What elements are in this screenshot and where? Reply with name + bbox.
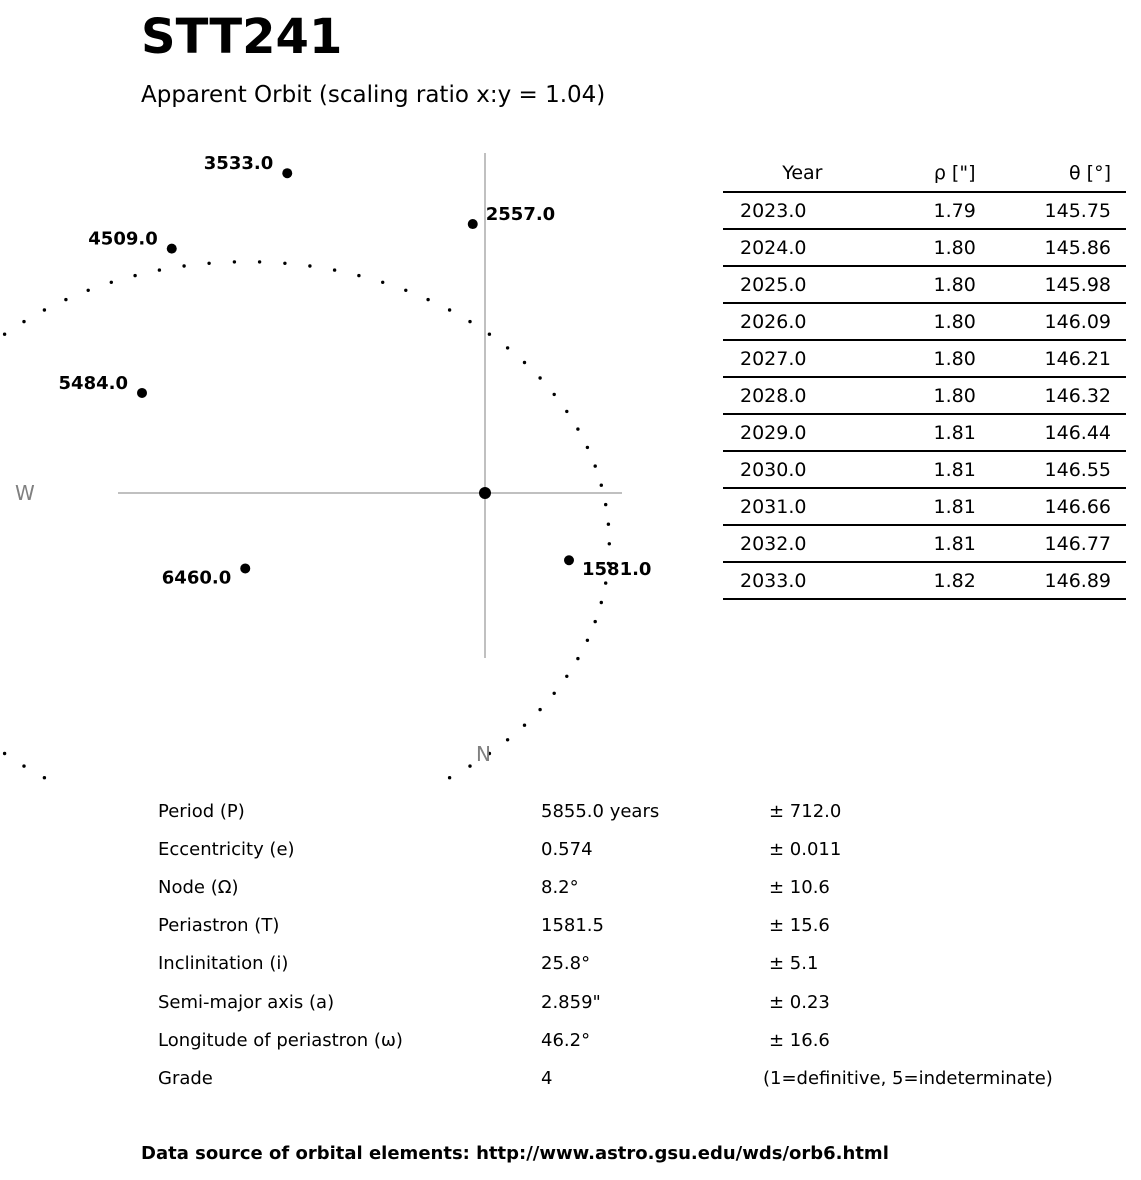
rho-cell: 1.82 xyxy=(880,562,1030,599)
column-header-theta: θ [°] xyxy=(1030,155,1126,192)
theta-cell: 146.21 xyxy=(1030,340,1126,377)
rho-cell: 1.80 xyxy=(880,377,1030,414)
theta-cell: 145.75 xyxy=(1030,192,1126,229)
rho-cell: 1.81 xyxy=(880,488,1030,525)
orbit-dot xyxy=(468,320,471,323)
theta-cell: 145.86 xyxy=(1030,229,1126,266)
element-error: ± 15.6 xyxy=(769,915,830,937)
epoch-marker xyxy=(468,219,478,229)
epoch-marker xyxy=(564,555,574,565)
element-error: ± 10.6 xyxy=(769,877,830,899)
orbit-dot xyxy=(523,724,526,727)
orbit-dot xyxy=(586,639,589,642)
element-error: ± 16.6 xyxy=(769,1029,830,1051)
element-error: (1=definitive, 5=indeterminate) xyxy=(763,1067,1053,1089)
orbit-dot xyxy=(87,289,90,292)
element-row xyxy=(0,1067,1141,1105)
element-value: 25.8° xyxy=(541,953,591,975)
element-name: Semi-major axis (a) xyxy=(158,991,335,1013)
orbit-dot xyxy=(448,776,451,779)
epoch-label: 1581.0 xyxy=(582,559,652,581)
rho-cell: 1.81 xyxy=(880,414,1030,451)
rho-cell: 1.80 xyxy=(880,303,1030,340)
star-title: STT241 xyxy=(141,9,343,65)
epoch-marker xyxy=(137,388,147,398)
compass-north-label: N xyxy=(476,742,491,766)
orbit-dot xyxy=(576,427,579,430)
orbit-dot xyxy=(506,738,509,741)
orbit-dot xyxy=(22,764,25,767)
theta-cell: 146.77 xyxy=(1030,525,1126,562)
year-cell: 2033.0 xyxy=(723,562,880,599)
orbit-dot xyxy=(600,484,603,487)
epoch-label: 4509.0 xyxy=(88,228,158,250)
element-name: Node (Ω) xyxy=(158,877,239,899)
table-row xyxy=(723,266,1126,303)
orbit-dot xyxy=(404,289,407,292)
epoch-label: 5484.0 xyxy=(58,372,128,394)
orbit-dot xyxy=(600,601,603,604)
orbit-dot xyxy=(506,346,509,349)
element-name: Grade xyxy=(158,1067,213,1089)
orbit-dot xyxy=(604,581,607,584)
table-row xyxy=(723,414,1126,451)
theta-cell: 146.66 xyxy=(1030,488,1126,525)
orbit-dot xyxy=(594,620,597,623)
table-row xyxy=(723,488,1126,525)
table-row xyxy=(723,451,1126,488)
rho-cell: 1.80 xyxy=(880,266,1030,303)
orbit-dot xyxy=(553,393,556,396)
element-row xyxy=(0,991,1141,1029)
orbit-dot xyxy=(576,657,579,660)
rho-cell: 1.79 xyxy=(880,192,1030,229)
theta-cell: 146.44 xyxy=(1030,414,1126,451)
rho-cell: 1.81 xyxy=(880,525,1030,562)
orbit-dot xyxy=(604,503,607,506)
orbit-dot xyxy=(64,298,67,301)
element-row xyxy=(0,1029,1141,1067)
element-error: ± 712.0 xyxy=(769,801,842,822)
theta-cell: 145.98 xyxy=(1030,266,1126,303)
orbit-dot xyxy=(468,764,471,767)
orbit-dot xyxy=(488,333,491,336)
element-value: 0.574 xyxy=(541,839,593,861)
data-source-note: Data source of orbital elements: http://www.astro.gsu.edu/wds/orb6.html xyxy=(141,1143,889,1164)
year-cell: 2027.0 xyxy=(723,340,880,377)
orbit-dot xyxy=(258,260,261,263)
orbit-dot xyxy=(357,274,360,277)
table-row xyxy=(723,340,1126,377)
orbit-dot xyxy=(523,361,526,364)
orbit-dot xyxy=(607,523,610,526)
orbit-dot xyxy=(3,333,6,336)
orbit-dot xyxy=(565,675,568,678)
element-name: Inclinitation (i) xyxy=(158,953,289,975)
compass-west-label: W xyxy=(15,481,35,505)
ephemeris-body xyxy=(723,192,1126,599)
orbit-dot xyxy=(565,410,568,413)
orbit-dot xyxy=(182,264,185,267)
column-header-rho: ρ ["] xyxy=(880,155,1030,192)
element-value: 2.859" xyxy=(541,991,601,1013)
rho-cell: 1.80 xyxy=(880,229,1030,266)
year-cell: 2026.0 xyxy=(723,303,880,340)
element-value: 5855.0 years xyxy=(541,801,660,822)
element-row xyxy=(0,914,1141,952)
orbit-dot xyxy=(43,776,46,779)
orbit-dot xyxy=(22,320,25,323)
column-header-year: Year xyxy=(723,155,880,192)
element-value: 8.2° xyxy=(541,877,579,899)
rho-cell: 1.80 xyxy=(880,340,1030,377)
rho-cell: 1.81 xyxy=(880,451,1030,488)
orbit-dot xyxy=(608,542,611,545)
year-cell: 2024.0 xyxy=(723,229,880,266)
year-cell: 2030.0 xyxy=(723,451,880,488)
orbit-dot xyxy=(158,268,161,271)
element-name: Period (P) xyxy=(158,801,245,822)
epoch-label: 3533.0 xyxy=(203,153,274,175)
table-row xyxy=(723,303,1126,340)
orbit-dot xyxy=(333,268,336,271)
orbit-dot xyxy=(586,446,589,449)
element-name: Periastron (T) xyxy=(158,915,280,937)
orbit-dot xyxy=(43,308,46,311)
epoch-label: 6460.0 xyxy=(161,567,232,589)
element-row xyxy=(0,800,1141,838)
orbit-dot xyxy=(3,752,6,755)
theta-cell: 146.89 xyxy=(1030,562,1126,599)
table-row xyxy=(723,525,1126,562)
orbit-plot xyxy=(0,0,700,780)
orbit-dot xyxy=(594,464,597,467)
primary-star-marker xyxy=(479,487,491,499)
element-row xyxy=(0,838,1141,876)
orbit-dot xyxy=(283,262,286,265)
orbit-dot xyxy=(538,376,541,379)
element-name: Longitude of periastron (ω) xyxy=(158,1029,403,1051)
element-error: ± 0.23 xyxy=(769,991,830,1013)
ephemeris-table xyxy=(723,155,1126,600)
orbit-dot xyxy=(133,274,136,277)
epoch-label: 2557.0 xyxy=(485,204,556,226)
table-row xyxy=(723,377,1126,414)
orbit-dot xyxy=(207,262,210,265)
year-cell: 2032.0 xyxy=(723,525,880,562)
year-cell: 2025.0 xyxy=(723,266,880,303)
epoch-marker xyxy=(167,244,177,254)
table-row xyxy=(723,562,1126,599)
element-value: 4 xyxy=(541,1067,553,1089)
epoch-marker xyxy=(282,168,292,178)
theta-cell: 146.32 xyxy=(1030,377,1126,414)
theta-cell: 146.55 xyxy=(1030,451,1126,488)
element-name: Eccentricity (e) xyxy=(158,839,295,861)
epoch-marker xyxy=(240,563,250,573)
ephemeris-header-row xyxy=(723,155,1126,192)
orbit-dot xyxy=(110,281,113,284)
orbit-dot xyxy=(538,708,541,711)
orbit-dot xyxy=(308,264,311,267)
element-error: ± 0.011 xyxy=(769,839,842,861)
element-row xyxy=(0,952,1141,990)
orbit-dot xyxy=(426,298,429,301)
theta-cell: 146.09 xyxy=(1030,303,1126,340)
orbit-dot xyxy=(233,260,236,263)
orbit-dot xyxy=(553,692,556,695)
year-cell: 2029.0 xyxy=(723,414,880,451)
table-row xyxy=(723,229,1126,266)
element-value: 1581.5 xyxy=(541,915,604,937)
year-cell: 2031.0 xyxy=(723,488,880,525)
year-cell: 2028.0 xyxy=(723,377,880,414)
element-row xyxy=(0,876,1141,914)
orbit-dot xyxy=(448,308,451,311)
table-row xyxy=(723,192,1126,229)
element-value: 46.2° xyxy=(541,1029,591,1051)
orbit-subtitle: Apparent Orbit (scaling ratio x:y = 1.04) xyxy=(141,82,606,108)
year-cell: 2023.0 xyxy=(723,192,880,229)
orbit-dot xyxy=(381,281,384,284)
element-error: ± 5.1 xyxy=(769,953,819,975)
